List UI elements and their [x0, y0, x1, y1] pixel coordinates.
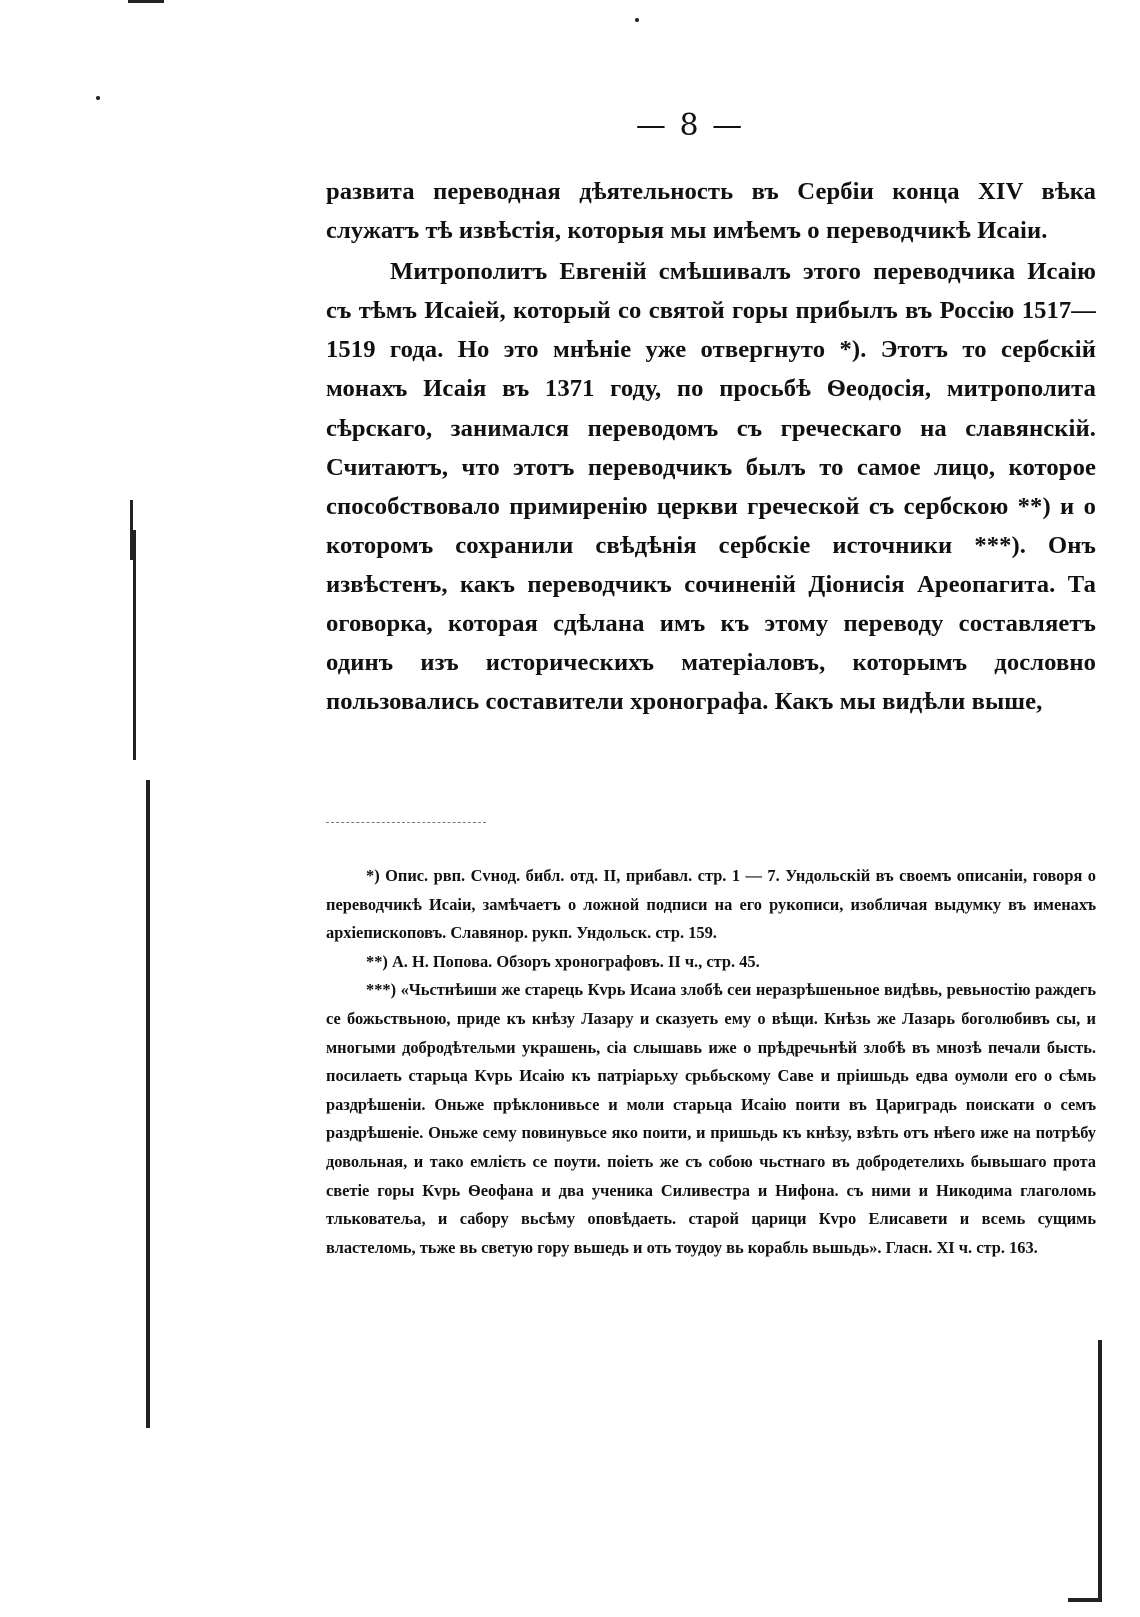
paragraph-main: Митрополитъ Евгеній смѣшивалъ этого переводчика Исаію съ тѣмъ Исаіей, который со святой горы прибылъ въ Россію 1517—1519 года. Но это мнѣніе уже отвергнуто *). Этотъ то сербскій монахъ Исаія въ 1371 году, по просьбѣ Ѳеодосія, митрополита сѣрскаго, занимался переводомъ съ греческаго на славянскій. Считаютъ, что этотъ переводчикъ былъ то самое лицо, которое способствовало примиренію церкви греческой съ сербскою **) и о которомъ сохранили свѣдѣнія сербскіе источники ***). Онъ извѣстенъ, какъ переводчикъ сочиненій Діонисія Ареопагита. Та оговорка, которая сдѣлана имъ къ этому переводу составляетъ одинъ изъ историческихъ матеріаловъ, которымъ дословно пользовались составители хронографа. Какъ мы видѣли выше,	[326, 258, 1096, 716]
scan-dot-top	[635, 18, 639, 22]
footnote-2: **) А. Н. Попова. Обзоръ хронографовъ. II ч., стр. 45.	[366, 951, 760, 971]
footnote-1: *) Опис. рвп. Сvнод. библ. отд. II, прибавл. стр. 1 — 7. Ундольскій въ своемъ описаніи, говоря о переводчикѣ Исаіи, замѣчаетъ о ложной подписи на его рукописи, изобличая выдумку въ именахъ архіепископовъ. Славянор. рукп. Ундольск. стр. 159.	[326, 866, 1096, 943]
scan-dot-left	[96, 96, 100, 100]
scan-margin-line-left-lower	[146, 780, 150, 1428]
paragraph-continuation: развита переводная дѣятельность въ Сербіи конца XIV вѣка служатъ тѣ извѣстія, которыя мы имѣемъ о переводчикѣ Исаіи.	[326, 178, 1096, 245]
scan-corner-bottom-right	[1068, 1598, 1102, 1602]
scan-margin-line-left-middle	[133, 530, 136, 760]
footnote-separator	[326, 822, 486, 823]
footnotes	[326, 862, 1096, 1262]
scan-margin-line-right	[1098, 1340, 1102, 1602]
page-number: — 8 —	[635, 108, 745, 143]
footnote-3: ***) «Чьстнѣиши же старець Кvрь Исаиа злобѣ сеи неразрѣшеньное видѣвь, ревьностію раждегь се божьствьною, приде къ кнѣзу Лазару и сказуеть ему о вѣщи. Кнѣзь же Лазарь боголюбивъ сы, и многыми добродѣтельми украшень, сіа слышавь иже о прѣдречьнѣй злобѣ въ мнозѣ печали бысть. посилаеть старьца Кvрь Исаію къ патріарьху срьбьскому Саве и пріишьдь едва оумоли его о сѣмь раздрѣшеніи. Оньже прѣклонивьсе и моли старьца Исаію поити въ Цариградь поискати о семъ раздрѣшеніе. Оньже сему повинувьсе яко поити, и пришьдь къ кнѣзу, взѣть отъ нѣего иже на потрѣбу довольная, и тако емлієть се поути. поіеть же съ собою чьстнаго въ добродетелихь бывьшаго прота светіе горы Кvрь Ѳеофана и два ученика Силивестра и Нифона. съ ними и Никодима глаголомь тльковатеља, и сабору вьсѣму оповѣдаеть. старой царици Кvро Елисавети и всемь сущимь властеломь, тьже вь светую гору вьшедь и оть тоудоу вь корабль вьшьдь». Гласн. XI ч. стр. 163.	[326, 980, 1096, 1257]
scan-mark-top-left	[128, 0, 164, 3]
main-text	[326, 172, 1096, 721]
